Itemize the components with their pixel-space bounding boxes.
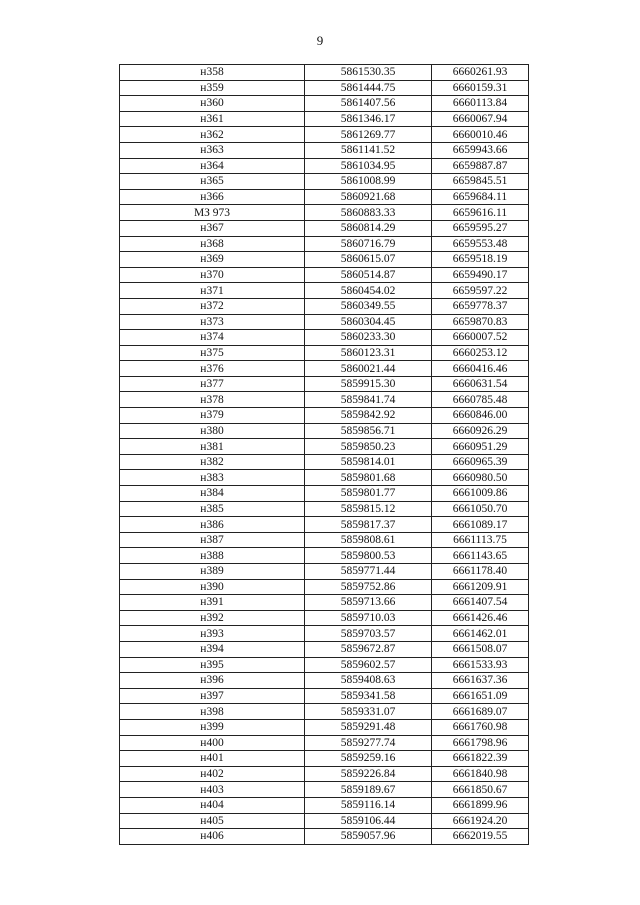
point-id-cell: н381 xyxy=(120,439,305,455)
y-coordinate-cell: 6660785.48 xyxy=(432,392,529,408)
table-row xyxy=(120,408,529,424)
y-coordinate-cell: 6659595.27 xyxy=(432,220,529,236)
y-coordinate-cell: 6661508.07 xyxy=(432,641,529,657)
point-id-cell: н379 xyxy=(120,408,305,424)
y-coordinate-cell: 6659684.11 xyxy=(432,189,529,205)
y-coordinate-cell: 6660007.52 xyxy=(432,330,529,346)
table-row xyxy=(120,174,529,190)
x-coordinate-cell: 5859815.12 xyxy=(305,501,432,517)
x-coordinate-cell: 5859189.67 xyxy=(305,782,432,798)
table-row xyxy=(120,688,529,704)
point-id-cell: н361 xyxy=(120,111,305,127)
point-id-cell: н389 xyxy=(120,564,305,580)
point-id-cell: н387 xyxy=(120,532,305,548)
x-coordinate-cell: 5861269.77 xyxy=(305,127,432,143)
x-coordinate-cell: 5859408.63 xyxy=(305,673,432,689)
x-coordinate-cell: 5861034.95 xyxy=(305,158,432,174)
table-row xyxy=(120,610,529,626)
x-coordinate-cell: 5861407.56 xyxy=(305,96,432,112)
x-coordinate-cell: 5859915.30 xyxy=(305,376,432,392)
y-coordinate-cell: 6661050.70 xyxy=(432,501,529,517)
point-id-cell: н384 xyxy=(120,486,305,502)
x-coordinate-cell: 5859817.37 xyxy=(305,517,432,533)
y-coordinate-cell: 6659778.37 xyxy=(432,298,529,314)
table-row xyxy=(120,735,529,751)
table-row xyxy=(120,704,529,720)
point-id-cell: МЗ 973 xyxy=(120,205,305,221)
x-coordinate-cell: 5861530.35 xyxy=(305,65,432,81)
x-coordinate-cell: 5859801.77 xyxy=(305,486,432,502)
point-id-cell: н359 xyxy=(120,80,305,96)
point-id-cell: н405 xyxy=(120,813,305,829)
y-coordinate-cell: 6659490.17 xyxy=(432,267,529,283)
table-row xyxy=(120,252,529,268)
table-row xyxy=(120,548,529,564)
x-coordinate-cell: 5859752.86 xyxy=(305,579,432,595)
point-id-cell: н393 xyxy=(120,626,305,642)
y-coordinate-cell: 6659870.83 xyxy=(432,314,529,330)
point-id-cell: н364 xyxy=(120,158,305,174)
x-coordinate-cell: 5861346.17 xyxy=(305,111,432,127)
x-coordinate-cell: 5860304.45 xyxy=(305,314,432,330)
y-coordinate-cell: 6660926.29 xyxy=(432,423,529,439)
table-row xyxy=(120,595,529,611)
y-coordinate-cell: 6659518.19 xyxy=(432,252,529,268)
x-coordinate-cell: 5860021.44 xyxy=(305,361,432,377)
point-id-cell: н368 xyxy=(120,236,305,252)
point-id-cell: н388 xyxy=(120,548,305,564)
table-row xyxy=(120,782,529,798)
table-row xyxy=(120,439,529,455)
y-coordinate-cell: 6661760.98 xyxy=(432,719,529,735)
y-coordinate-cell: 6660631.54 xyxy=(432,376,529,392)
y-coordinate-cell: 6660159.31 xyxy=(432,80,529,96)
y-coordinate-cell: 6661009.86 xyxy=(432,486,529,502)
table-row xyxy=(120,673,529,689)
y-coordinate-cell: 6661798.96 xyxy=(432,735,529,751)
y-coordinate-cell: 6661143.65 xyxy=(432,548,529,564)
y-coordinate-cell: 6661822.39 xyxy=(432,751,529,767)
table-row xyxy=(120,80,529,96)
table-row xyxy=(120,564,529,580)
point-id-cell: н380 xyxy=(120,423,305,439)
x-coordinate-cell: 5861444.75 xyxy=(305,80,432,96)
x-coordinate-cell: 5860716.79 xyxy=(305,236,432,252)
coordinates-table-body xyxy=(120,65,529,845)
table-row xyxy=(120,220,529,236)
point-id-cell: н398 xyxy=(120,704,305,720)
point-id-cell: н376 xyxy=(120,361,305,377)
x-coordinate-cell: 5860921.68 xyxy=(305,189,432,205)
table-row xyxy=(120,236,529,252)
y-coordinate-cell: 6661178.40 xyxy=(432,564,529,580)
point-id-cell: н382 xyxy=(120,454,305,470)
point-id-cell: н390 xyxy=(120,579,305,595)
coordinates-table xyxy=(119,64,529,845)
table-row xyxy=(120,797,529,813)
point-id-cell: н369 xyxy=(120,252,305,268)
point-id-cell: н399 xyxy=(120,719,305,735)
point-id-cell: н396 xyxy=(120,673,305,689)
y-coordinate-cell: 6659943.66 xyxy=(432,142,529,158)
y-coordinate-cell: 6660846.00 xyxy=(432,408,529,424)
table-row xyxy=(120,267,529,283)
x-coordinate-cell: 5861008.99 xyxy=(305,174,432,190)
x-coordinate-cell: 5860615.07 xyxy=(305,252,432,268)
table-row xyxy=(120,96,529,112)
table-row xyxy=(120,314,529,330)
point-id-cell: н400 xyxy=(120,735,305,751)
point-id-cell: н406 xyxy=(120,829,305,845)
x-coordinate-cell: 5860349.55 xyxy=(305,298,432,314)
x-coordinate-cell: 5859341.58 xyxy=(305,688,432,704)
x-coordinate-cell: 5859850.23 xyxy=(305,439,432,455)
x-coordinate-cell: 5859856.71 xyxy=(305,423,432,439)
y-coordinate-cell: 6661209.91 xyxy=(432,579,529,595)
y-coordinate-cell: 6661407.54 xyxy=(432,595,529,611)
point-id-cell: н367 xyxy=(120,220,305,236)
y-coordinate-cell: 6660113.84 xyxy=(432,96,529,112)
table-row xyxy=(120,766,529,782)
table-row xyxy=(120,189,529,205)
x-coordinate-cell: 5859801.68 xyxy=(305,470,432,486)
y-coordinate-cell: 6660261.93 xyxy=(432,65,529,81)
y-coordinate-cell: 6659597.22 xyxy=(432,283,529,299)
y-coordinate-cell: 6660253.12 xyxy=(432,345,529,361)
table-row xyxy=(120,486,529,502)
x-coordinate-cell: 5859226.84 xyxy=(305,766,432,782)
y-coordinate-cell: 6659887.87 xyxy=(432,158,529,174)
point-id-cell: н358 xyxy=(120,65,305,81)
table-row xyxy=(120,111,529,127)
x-coordinate-cell: 5859277.74 xyxy=(305,735,432,751)
point-id-cell: н402 xyxy=(120,766,305,782)
x-coordinate-cell: 5859602.57 xyxy=(305,657,432,673)
point-id-cell: н360 xyxy=(120,96,305,112)
y-coordinate-cell: 6659845.51 xyxy=(432,174,529,190)
y-coordinate-cell: 6661924.20 xyxy=(432,813,529,829)
y-coordinate-cell: 6661426.46 xyxy=(432,610,529,626)
x-coordinate-cell: 5859841.74 xyxy=(305,392,432,408)
x-coordinate-cell: 5859116.14 xyxy=(305,797,432,813)
y-coordinate-cell: 6661651.09 xyxy=(432,688,529,704)
table-row xyxy=(120,579,529,595)
x-coordinate-cell: 5860233.30 xyxy=(305,330,432,346)
y-coordinate-cell: 6659616.11 xyxy=(432,205,529,221)
point-id-cell: н370 xyxy=(120,267,305,283)
point-id-cell: н375 xyxy=(120,345,305,361)
table-row xyxy=(120,127,529,143)
point-id-cell: н366 xyxy=(120,189,305,205)
x-coordinate-cell: 5859808.61 xyxy=(305,532,432,548)
table-row xyxy=(120,470,529,486)
point-id-cell: н392 xyxy=(120,610,305,626)
x-coordinate-cell: 5859106.44 xyxy=(305,813,432,829)
table-row xyxy=(120,283,529,299)
table-row xyxy=(120,532,529,548)
table-row xyxy=(120,361,529,377)
x-coordinate-cell: 5859703.57 xyxy=(305,626,432,642)
table-row xyxy=(120,345,529,361)
table-row xyxy=(120,298,529,314)
y-coordinate-cell: 6662019.55 xyxy=(432,829,529,845)
x-coordinate-cell: 5860514.87 xyxy=(305,267,432,283)
table-row xyxy=(120,423,529,439)
point-id-cell: н363 xyxy=(120,142,305,158)
y-coordinate-cell: 6661637.36 xyxy=(432,673,529,689)
table-row xyxy=(120,454,529,470)
x-coordinate-cell: 5859710.03 xyxy=(305,610,432,626)
y-coordinate-cell: 6660951.29 xyxy=(432,439,529,455)
point-id-cell: н403 xyxy=(120,782,305,798)
point-id-cell: н372 xyxy=(120,298,305,314)
x-coordinate-cell: 5861141.52 xyxy=(305,142,432,158)
y-coordinate-cell: 6660010.46 xyxy=(432,127,529,143)
x-coordinate-cell: 5859771.44 xyxy=(305,564,432,580)
y-coordinate-cell: 6659553.48 xyxy=(432,236,529,252)
table-row xyxy=(120,829,529,845)
table-row xyxy=(120,205,529,221)
point-id-cell: н386 xyxy=(120,517,305,533)
point-id-cell: н374 xyxy=(120,330,305,346)
table-row xyxy=(120,501,529,517)
x-coordinate-cell: 5859057.96 xyxy=(305,829,432,845)
y-coordinate-cell: 6660980.50 xyxy=(432,470,529,486)
x-coordinate-cell: 5859842.92 xyxy=(305,408,432,424)
point-id-cell: н371 xyxy=(120,283,305,299)
x-coordinate-cell: 5859713.66 xyxy=(305,595,432,611)
table-row xyxy=(120,719,529,735)
x-coordinate-cell: 5859291.48 xyxy=(305,719,432,735)
point-id-cell: н391 xyxy=(120,595,305,611)
y-coordinate-cell: 6661899.96 xyxy=(432,797,529,813)
page-number: 9 xyxy=(316,33,324,48)
point-id-cell: н385 xyxy=(120,501,305,517)
x-coordinate-cell: 5859331.07 xyxy=(305,704,432,720)
table-row xyxy=(120,657,529,673)
x-coordinate-cell: 5860814.29 xyxy=(305,220,432,236)
y-coordinate-cell: 6661689.07 xyxy=(432,704,529,720)
table-row xyxy=(120,392,529,408)
point-id-cell: н397 xyxy=(120,688,305,704)
table-row xyxy=(120,813,529,829)
y-coordinate-cell: 6660416.46 xyxy=(432,361,529,377)
table-row xyxy=(120,376,529,392)
y-coordinate-cell: 6660965.39 xyxy=(432,454,529,470)
table-row xyxy=(120,517,529,533)
point-id-cell: н365 xyxy=(120,174,305,190)
table-row xyxy=(120,641,529,657)
point-id-cell: н383 xyxy=(120,470,305,486)
table-row xyxy=(120,626,529,642)
table-row xyxy=(120,330,529,346)
x-coordinate-cell: 5859800.53 xyxy=(305,548,432,564)
point-id-cell: н395 xyxy=(120,657,305,673)
x-coordinate-cell: 5859814.01 xyxy=(305,454,432,470)
y-coordinate-cell: 6661089.17 xyxy=(432,517,529,533)
point-id-cell: н394 xyxy=(120,641,305,657)
y-coordinate-cell: 6661840.98 xyxy=(432,766,529,782)
table-row xyxy=(120,65,529,81)
x-coordinate-cell: 5859672.87 xyxy=(305,641,432,657)
table-row xyxy=(120,158,529,174)
point-id-cell: н362 xyxy=(120,127,305,143)
y-coordinate-cell: 6661850.67 xyxy=(432,782,529,798)
x-coordinate-cell: 5859259.16 xyxy=(305,751,432,767)
y-coordinate-cell: 6661462.01 xyxy=(432,626,529,642)
y-coordinate-cell: 6661113.75 xyxy=(432,532,529,548)
point-id-cell: н378 xyxy=(120,392,305,408)
point-id-cell: н401 xyxy=(120,751,305,767)
y-coordinate-cell: 6661533.93 xyxy=(432,657,529,673)
table-row xyxy=(120,142,529,158)
x-coordinate-cell: 5860454.02 xyxy=(305,283,432,299)
y-coordinate-cell: 6660067.94 xyxy=(432,111,529,127)
x-coordinate-cell: 5860123.31 xyxy=(305,345,432,361)
point-id-cell: н373 xyxy=(120,314,305,330)
point-id-cell: н404 xyxy=(120,797,305,813)
point-id-cell: н377 xyxy=(120,376,305,392)
table-row xyxy=(120,751,529,767)
x-coordinate-cell: 5860883.33 xyxy=(305,205,432,221)
